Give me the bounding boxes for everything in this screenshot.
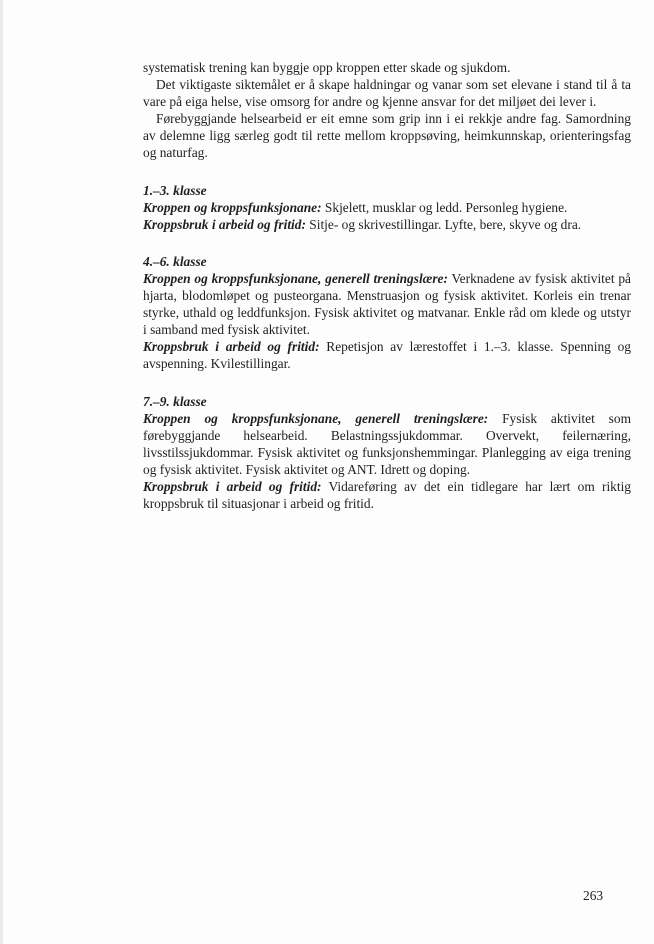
section-2-item-2: [143, 338, 631, 372]
page-number: 263: [583, 888, 604, 903]
item-lead: Kroppsbruk i arbeid og fritid:: [143, 339, 320, 355]
item-lead: Kroppen og kroppsfunksjonane, generell treningslære:: [143, 410, 489, 426]
item-text: Verknadene av fysisk aktivitet på hjarta, blodomløpet og pusteorgana. Menstruasjon og fysisk aktivitet. Korleis ein trenar styrke, uthald og leddfunksjon. Fysisk aktivitet og matvanar. Enkle råd om klede og utstyr i samband med fysisk aktivitet.: [143, 270, 631, 338]
intro-paragraph-2: Det viktigaste siktemålet er å skape haldningar og vanar som set elevane i stand til å ta vare på eiga helse, vise omsorg for andre og kjenne ansvar for det miljøet dei lever i.: [143, 77, 631, 110]
intro-paragraph-3: Førebyggjande helsearbeid er eit emne som grip inn i ei rekkje andre fag. Samordning av delemne ligg særleg godt til rette mellom kroppsøving, heimkunnskap, orienteringsfag og naturfag.: [143, 111, 631, 161]
item-lead: Kroppen og kroppsfunksjonane, generell treningslære:: [143, 270, 448, 286]
intro-paragraph-1: systematisk trening kan byggje opp kroppen etter skade og sjukdom.: [143, 60, 511, 75]
item-text: Repetisjon av lærestoffet i 1.–3. klasse. Spenning og avspenning. Kvilestillingar.: [143, 339, 631, 372]
item-text: Sitje- og skrivestillingar. Lyfte, bere, skyve og dra.: [305, 216, 582, 232]
item-lead: Kroppen og kroppsfunksjonane:: [143, 199, 322, 215]
section-heading-4-6: 4.–6. klasse: [143, 253, 207, 269]
section-1-item-1: [143, 199, 631, 216]
item-text: Vidareføring av det ein tidlegare har lært om riktig kroppsbruk til situasjonar i arbeid og fritid.: [143, 478, 631, 512]
item-lead: Kroppsbruk i arbeid og fritid:: [143, 478, 322, 494]
item-lead: Kroppsbruk i arbeid og fritid:: [143, 216, 306, 232]
section-2-item-1: [143, 270, 631, 338]
section-heading-7-9: 7.–9. klasse: [143, 393, 207, 409]
item-text: Fysisk aktivitet som førebyggjande helsearbeid. Belastningssjukdommar. Overvekt, feilernæring, livsstilssjukdommar. Fysisk aktivitet og funksjonshemmingar. Planlegging av eiga trening og fysisk aktivitet. Fysisk aktivitet og ANT. Idrett og doping.: [143, 410, 631, 477]
section-heading-1-3: 1.–3. klasse: [143, 182, 207, 198]
page-edge: [0, 0, 3, 944]
item-text: Skjelett, musklar og ledd. Personleg hygiene.: [321, 199, 568, 215]
section-3-item-2: [143, 478, 631, 512]
section-3-item-1: [143, 410, 631, 478]
section-1-item-2: [143, 216, 631, 233]
body-text: [143, 59, 631, 512]
